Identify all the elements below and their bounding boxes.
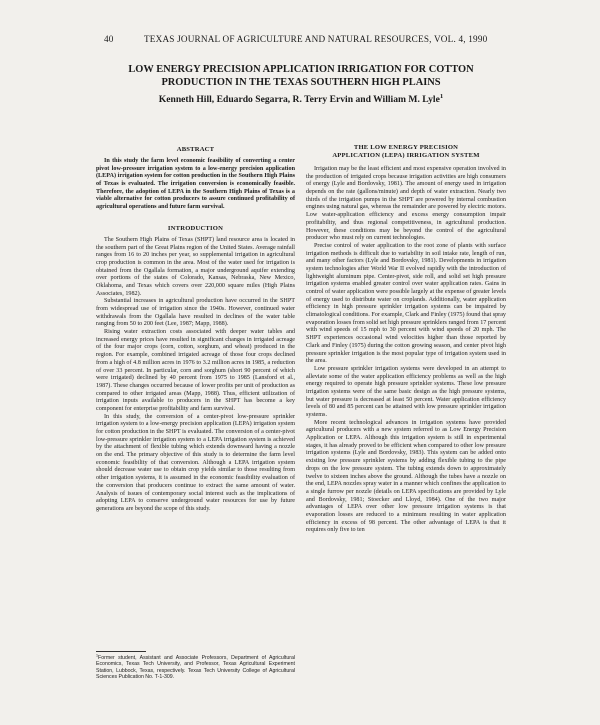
- intro-paragraph: Rising water extraction costs associated with deeper water tables and increased energy prices have resulted in significant changes in irrigated acreage of the four major crops (corn, cotton, sorghum, and wheat) produced in the region. For example, combined irrigated acreage of those four crops declined from a high of 4.8 million acres in 1976 to 3.2 million acres in 1985, a reduction of over 33 percent. In particular, corn and sorghum (short 90 percent of which were irrigated) declined by 40 percent from 1975 to 1985 (Lansford et al., 1987). These changes occurred because of lower profits per unit of production as compared to other irrigated areas (Mapp, 1988). Thus, efficient utilization of irrigation inputs available to producers in the SHPT has become a key component for enterprise profitability and farm survival.: [96, 329, 295, 412]
- title-line-1: LOW ENERGY PRECISION APPLICATION IRRIGATION FOR COTTON: [128, 64, 474, 75]
- left-column: [96, 146, 295, 514]
- footnote-mark: 1: [96, 653, 99, 658]
- author-line: [96, 94, 506, 105]
- page-number: 40: [104, 34, 114, 44]
- lepa-heading-line-2: APPLICATION (LEPA) IRRIGATION SYSTEM: [332, 152, 480, 159]
- lepa-paragraph: More recent technological advances in irrigation systems have provided agricultural producers with a new system referred to as Low Energy Precision Application or LEPA. Although this irrigation system is still in experimental stages, it has already proved to be efficient when compared to other low pressure irrigation systems (Lyle and Bordovsky, 1983). This system can be added onto existing low pressure sprinkler systems by adding flexible tubing to the pipe drops on the low pressure system. The tubing extends down to approximately twelve to sixteen inches above the ground. Although the tubes have a nozzle on the end, LEPA nozzles spray water in a manner which confines the application to a single furrow per nozzle (details on LEPA specifications are provided by Lyle and Bordovsky, 1981; Stoecker and Lloyd, 1984). One of the two major advantages of LEPA over other low pressure irrigation systems is that evaporation losses are reduced to a minimum resulting in water application efficiency in excess of 98 percent. The other advantage of LEPA is that it requires only five to ten: [306, 419, 506, 534]
- footnote: [96, 655, 295, 681]
- lepa-paragraph: Precise control of water application to the root zone of plants with surface irrigation methods is difficult due to variability in soil intake rate, length of run, and many other factors (Lyle and Bordovsky, 1981). Developments in irrigation system technologies after World War II evolved rapidly with the introduction of lightweight aluminum pipe. Center-pivot, side roll, and solid set high pressure irrigation systems enabled greater control over water application rates. Gains in control of water application were possible largely at the expense of greater levels of energy used to distribute water on croplands. Additionally, water application efficiency in high pressure sprinkler irrigation systems can be impaired by climatological conditions. For example, Clark and Finley (1975) found that spray evaporation losses from solid set high pressure sprinklers ranged from 17 percent with wind speeds of 15 mph to 30 percent with wind speeds of 20 mph. The SHPT experiences occasional wind velocities higher than those reported by Clark and Finley (1975) during the cotton growing season, and center pivot high pressure sprinkler irrigation is the most popular type of irrigation system used in the area.: [306, 242, 506, 365]
- authors: Kenneth Hill, Eduardo Segarra, R. Terry Ervin and William M. Lyle: [158, 94, 440, 105]
- footnote-divider: [96, 651, 146, 652]
- lepa-paragraph: Low pressure sprinkler irrigation systems were developed in an attempt to alleviate some of the water application efficiency problems as well as the high energy required to operate high pressure sprinkler systems. These low pressure irrigation systems were of the same basic design as the high pressure systems, but water pressure is decreased at least 50 percent. Water application efficiency levels of 80 and 85 percent can be attained with low pressure sprinkler irrigation systems.: [306, 365, 506, 418]
- abstract-heading: ABSTRACT: [176, 146, 215, 153]
- article-title: [96, 63, 506, 89]
- right-column: [306, 144, 506, 535]
- author-footnote-mark: 1: [439, 92, 444, 100]
- lepa-section-heading: [306, 144, 506, 160]
- lepa-heading-line-1: THE LOW ENERGY PRECISION: [353, 144, 459, 151]
- abstract-body: [96, 158, 295, 212]
- footnote-text: Former student, Assistant and Associate Professors, Department of Agricultural Economics, Texas Tech University, and Professor, Texas Agricultural Experiment Station, Lubbock, Texas, respectively. Texas Tech University College of Agricultural Sciences Publication No. T-1-309.: [96, 655, 295, 681]
- journal-name: TEXAS JOURNAL OF AGRICULTURE AND NATURAL RESOURCES, VOL. 4, 1990: [144, 34, 488, 44]
- intro-paragraph: In this study, the conversion of a center-pivot low-pressure sprinkler irrigation system to a low-energy precision application (LEPA) irrigation system for cotton production in the SHPT is evaluated. The conversion of a center-pivot low-pressure sprinkler irrigation system to a LEPA irrigation system is achieved by the attachment of flexible tubing which extends downward having a nozzle on the end. The primary objective of this study is to determine the farm level economic feasibility of that conversion. Although a LEPA irrigation system should decrease water use to obtain crop yields similar to those resulting from other irrigation systems, it is assumed in the economic feasibility evaluation of the conversion that producers continue to extract the same amount of water. Analysis of issues of contemporary social interest such as the implications of adopting LEPA to conserve underground water resources for use by future generations are beyond the scope of this study.: [96, 413, 295, 512]
- title-line-2: PRODUCTION IN THE TEXAS SOUTHERN HIGH PLAINS: [161, 77, 441, 88]
- running-header: [104, 34, 504, 44]
- lepa-paragraph: Irrigation may be the least efficient and most expensive operation involved in the production of irrigated crops because irrigation activities are high consumers of energy (Lyle and Bordovsky, 1981). The amount of energy used in irrigation depends on the rate (gallons/minute) and depth of water extraction. Nearly two thirds of the irrigation pumps in the SHPT are powered by internal combustion engines using natural gas, whereas the remainder are powered by electric motors. Low water-application efficiency and excess energy consumption impair profitability, and thus regional competitiveness, in agricultural production. However, these conditions may be beyond the control of the agricultural producer who must rely on current technologies.: [306, 166, 506, 242]
- intro-paragraph: The Southern High Plains of Texas (SHPT) land resource area is located in the southern part of the Great Plains region of the United States. Average rainfall ranges from 16 to 20 inches per year, so supplemental irrigation in agricultural crop production is common in the area. Most of the water used for irrigation is obtained from the Ogallala formation, a major underground aquifer extending over portions of the states of Colorado, Kansas, Nebraska, New Mexico, Oklahoma, and Texas which covers over 220,000 square miles (High Plains Associates, 1982).: [96, 236, 295, 297]
- introduction-heading: INTRODUCTION: [167, 224, 224, 232]
- abstract-text: In this study the farm level economic feasibility of converting a center pivot low-pressure irrigation system to a low-energy precision application (LEPA) irrigation system for cotton production in the Southern High Plains of Texas is evaluated. The irrigation conversion is economically feasible. Therefore, the adoption of LEPA in the Southern High Plains of Texas is a viable alternative for cotton producers to assure continued profitability of agricultural operations and future farm survival.: [96, 158, 295, 211]
- intro-paragraph: Substantial increases in agricultural production have occurred in the SHPT from widespread use of irrigation since the 1940s. However, continued water withdrawals from the Ogallala have resulted in declines of the water table ranging from 50 to 200 feet (Lee, 1987; Mapp, 1988).: [96, 298, 295, 328]
